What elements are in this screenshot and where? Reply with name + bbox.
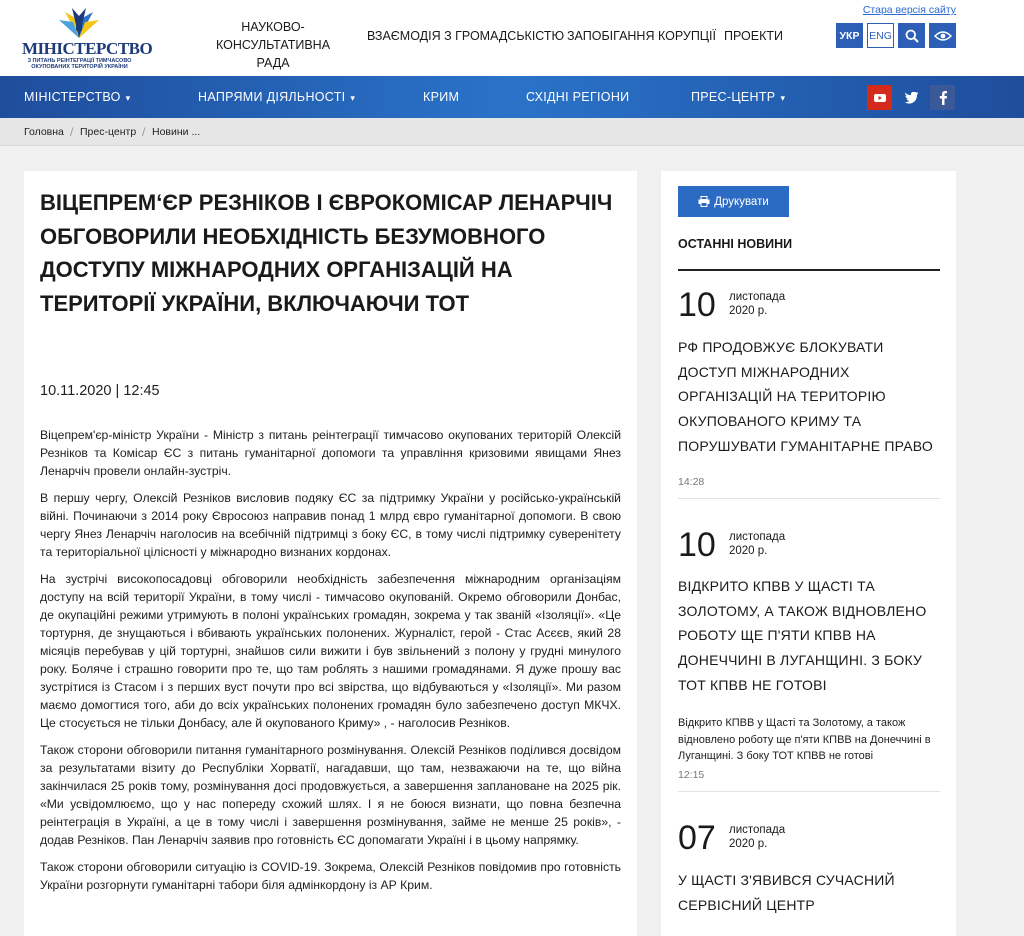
twitter-icon bbox=[905, 92, 919, 104]
lang-eng-button[interactable]: ENG bbox=[867, 23, 894, 48]
old-version-link[interactable]: Стара версія сайту bbox=[862, 4, 956, 16]
nav-ministry-label: МІНІСТЕРСТВО bbox=[24, 90, 121, 104]
topnav-projects[interactable]: ПРОЕКТИ bbox=[724, 29, 784, 43]
news-item-title[interactable]: У ЩАСТІ З'ЯВИВСЯ СУЧАСНИЙ СЕРВІСНИЙ ЦЕНТР bbox=[678, 872, 895, 913]
nav-directions-label: НАПРЯМИ ДІЯЛЬНОСТІ bbox=[198, 90, 346, 104]
breadcrumb-news: Новини ... bbox=[152, 126, 201, 138]
divider bbox=[678, 498, 940, 499]
article-paragraph: В першу чергу, Олексій Резніков висловив подяку ЄС за підтримку України у російсько-українській війні. Починаючи з 2014 року Євросоюз направив понад 1 млрд євро гуманітарної допомоги. В свою чергу Янез Ленарчіч наголосив на всебічній підтримці з боку ЄС, в тому числі підтримку суверенітету та територіальної цілісності у міжнародно визнаних кордонах. bbox=[40, 491, 621, 559]
news-item-description: Відкрито КПВВ у Щасті та Золотому, а також відновлено роботу ще п'яти КПВВ на Донеччині в Луганщині. З боку ТОТ КПВВ не готові bbox=[678, 717, 931, 762]
lang-ukr-button[interactable]: УКР bbox=[836, 23, 863, 48]
news-item-year: 2020 р. bbox=[729, 545, 768, 557]
breadcrumb-separator: / bbox=[70, 125, 74, 139]
chevron-down-icon: ▾ bbox=[780, 93, 786, 103]
news-item-title[interactable]: РФ ПРОДОВЖУЄ БЛОКУВАТИ ДОСТУП МІЖНАРОДНИХ ОРГАНІЗАЦІЙ НА ТЕРИТОРІЮ ОКУПОВАНОГО КРИМУ ТА ПОРУШУВАТИ ГУМАНІТАРНЕ ПРАВО bbox=[678, 339, 933, 454]
sidebar bbox=[661, 171, 956, 936]
facebook-link[interactable] bbox=[930, 85, 955, 110]
divider bbox=[678, 269, 940, 271]
print-icon bbox=[698, 196, 710, 207]
youtube-icon bbox=[873, 91, 887, 105]
search-button[interactable] bbox=[898, 23, 925, 48]
ministry-logo[interactable] bbox=[22, 6, 153, 72]
breadcrumb-press-center[interactable]: Прес-центр bbox=[80, 126, 137, 138]
logo-subtitle: З ПИТАНЬ РЕІНТЕГРАЦІЇ ТИМЧАСОВО ОКУПОВАНИХ ТЕРИТОРІЙ УКРАЇНИ bbox=[27, 58, 132, 70]
chevron-down-icon: ▾ bbox=[350, 93, 356, 103]
topnav-science-council[interactable]: НАУКОВО-КОНСУЛЬТАТИВНА РАДА bbox=[215, 20, 331, 70]
facebook-icon bbox=[938, 90, 948, 105]
nav-directions[interactable] bbox=[198, 76, 355, 118]
search-icon bbox=[905, 29, 919, 43]
news-item-time: 12:15 bbox=[678, 769, 705, 781]
news-item-month: листопада bbox=[729, 531, 786, 543]
article-paragraph: Також сторони обговорили ситуацію із COVID-19. Зокрема, Олексій Резніков повідомив про готовність України розгорнути гуманітарні табори біля адмінкордону із АР Крим. bbox=[40, 860, 621, 892]
article-body bbox=[40, 426, 621, 903]
ministry-emblem-icon bbox=[55, 6, 103, 40]
article-date: 10.11.2020 | 12:45 bbox=[40, 383, 160, 399]
nav-ministry[interactable] bbox=[24, 76, 131, 118]
breadcrumb-separator: / bbox=[142, 125, 146, 139]
article-paragraph: Віцепрем'єр-міністр України - Міністр з питань реінтеграції тимчасово окупованих територій Олексій Резніков та Комісар ЄС з питань гуманітарної допомоги та управління кризовими явищами Янез Ленарчіч провели онлайн-зустріч. bbox=[40, 428, 621, 478]
nav-press-center[interactable] bbox=[691, 76, 785, 118]
print-button-label: Друкувати bbox=[714, 195, 769, 208]
main-nav bbox=[0, 76, 1024, 118]
breadcrumb bbox=[0, 118, 1024, 146]
chevron-down-icon: ▾ bbox=[125, 93, 131, 103]
article-title: ВІЦЕПРЕМ‘ЄР РЕЗНІКОВ І ЄВРОКОМІСАР ЛЕНАРЧІЧ ОБГОВОРИЛИ НЕОБХІДНІСТЬ БЕЗУМОВНОГО ДОСТУПУ МІЖНАРОДНИХ ОРГАНІЗАЦІЙ НА ТЕРИТОРІЇ УКРАЇНИ, ВКЛЮЧАЮЧИ ТОТ bbox=[40, 190, 613, 316]
nav-crimea-label: КРИМ bbox=[423, 90, 460, 104]
article-paragraph: Також сторони обговорили питання гуманітарного розмінування. Олексій Резніков поділився досвідом за результатами візиту до Республіки Хорватії, нагадавши, що там, незважаючи на те, що війна закінчилася 25 років тому, розмінування досі продовжується, а завершення заплановане на 2025 рік. «Ми усвідомлюємо, що у нас попереду схожий шлях. І я не боюся визнати, що повна безпечна реінтеграція в Україні, а це в тому числі і завершення розмінування, займе не менше 25 років», - додав Резніков. Пан Ленарчіч заявив про готовність ЄС допомагати Україні і в цьому напрямку. bbox=[40, 743, 621, 847]
divider bbox=[678, 791, 940, 792]
news-item-day: 10 bbox=[678, 286, 716, 324]
nav-east-regions-label: СХІДНІ РЕГІОНИ bbox=[526, 90, 630, 104]
youtube-link[interactable] bbox=[867, 85, 892, 110]
news-item-year: 2020 р. bbox=[729, 838, 768, 850]
news-item-time: 14:28 bbox=[678, 476, 705, 488]
breadcrumb-home[interactable]: Головна bbox=[24, 126, 64, 138]
latest-news-heading: ОСТАННІ НОВИНИ bbox=[678, 237, 793, 251]
logo-title: МІНІСТЕРСТВО bbox=[22, 39, 153, 58]
news-item-month: листопада bbox=[729, 824, 786, 836]
article-paragraph: На зустрічі високопосадовці обговорили необхідність забезпечення міжнародним організаціям доступу на всій території України, в тому числі - тимчасово окупованій. Окремо обговорили Донбас, де окупаційні режими утримують в полоні українських громадян, зокрема у так званій «Ізоляції». «Це тортурня, де знущаються і вбивають українських полонених. Журналіст, герой - Стас Асєєв, який 28 місяців перебував у цій тортурні, знайшов сили вижити і був звільнений з полону у грудні минулого року. Боляче і страшно говорити про те, що там роблять з нашими громадянами. Я дуже прошу вас зустрітися із Стасом і з перших вуст почути про всі звірства, що відбуваються у «Ізоляції». Ми разом маємо домогтися того, аби до всіх українських полонених громадян було забезпечено доступ МКЧХ. Це стосується не тільки Донбасу, але й окупованого Криму» , - наголосив Резніков. bbox=[40, 572, 621, 730]
news-item-month: листопада bbox=[729, 291, 786, 303]
twitter-link[interactable] bbox=[899, 85, 924, 110]
nav-press-center-label: ПРЕС-ЦЕНТР bbox=[691, 90, 776, 104]
news-item-title[interactable]: ВІДКРИТО КПВВ У ЩАСТІ ТА ЗОЛОТОМУ, А ТАКОЖ ВІДНОВЛЕНО РОБОТУ ЩЕ П'ЯТИ КПВВ НА ДОНЕЧЧИНІ В ЛУГАНЩИНІ. З БОКУ ТОТ КПВВ НЕ ГОТОВІ bbox=[678, 578, 927, 693]
news-item-day: 07 bbox=[678, 819, 716, 857]
article-card bbox=[24, 171, 637, 936]
print-button[interactable] bbox=[678, 186, 789, 217]
eye-icon bbox=[934, 30, 952, 42]
nav-crimea[interactable] bbox=[423, 76, 459, 118]
nav-east-regions[interactable] bbox=[526, 76, 629, 118]
site-header bbox=[0, 0, 1024, 76]
news-item-day: 10 bbox=[678, 526, 716, 564]
accessibility-button[interactable] bbox=[929, 23, 956, 48]
topnav-public-interaction[interactable]: ВЗАЄМОДІЯ З ГРОМАДСЬКІСТЮ bbox=[367, 29, 565, 43]
topnav-anticorruption[interactable]: ЗАПОБІГАННЯ КОРУПЦІЇ bbox=[567, 29, 716, 43]
news-item-year: 2020 р. bbox=[729, 305, 768, 317]
